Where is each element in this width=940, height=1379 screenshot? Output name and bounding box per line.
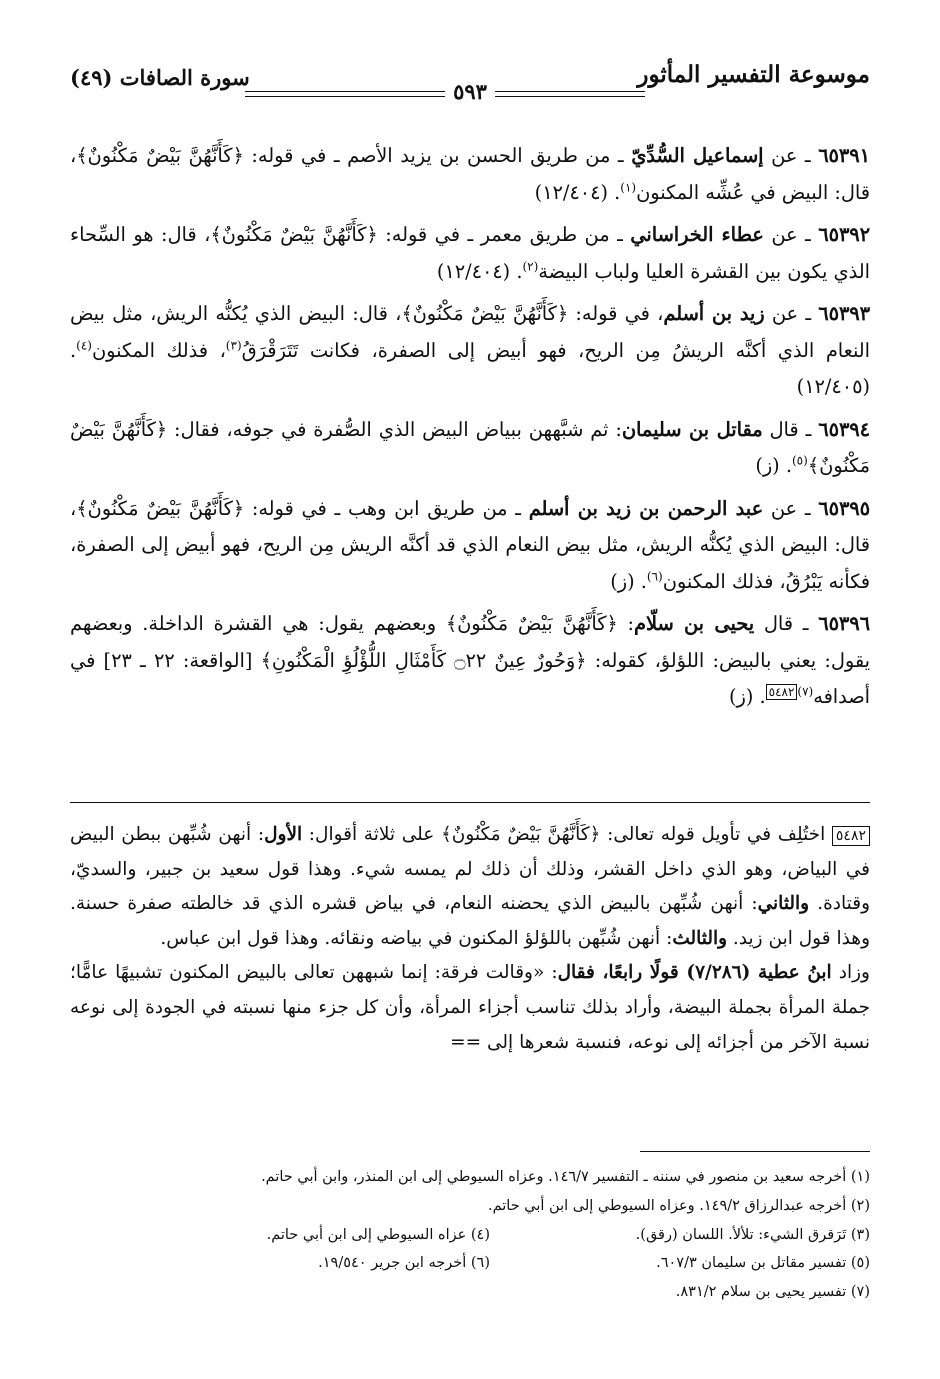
narration-text: وبعضهم يقول: هي القشرة الداخلة. وبعضهم يقول: يعني بالبيض: اللؤلؤ، كقوله: bbox=[70, 612, 870, 672]
narration-text: ، فذلك المكنون bbox=[91, 338, 226, 362]
narration-text: ، قال: البيض الذي يُكنُّه الريش، مثل بيض النعام الذي قد أكنَّه الريش مِن الريح، فهو أبيض إلى الصفرة، فكأنه يَبْرُقُ، فذلك المكنون bbox=[70, 496, 870, 593]
commentary-text: : أنهن شُبِّهن بالبيض الذي يحضنه النعام، في بياض قشره الذي قد خالطته صفرة حسنة. وهذا قول ابن زيد. bbox=[70, 893, 870, 949]
footnote: (٤) عزاه السيوطي إلى ابن أبي حاتم. bbox=[266, 1226, 490, 1243]
narration-number: ٦٥٣٩٦ bbox=[818, 612, 870, 635]
narration-text: : ثم شبَّههن ببياض البيض الذي الصُّفرة في جوفه، فقال: bbox=[167, 417, 622, 441]
narration-number: ٦٥٣٩٤ bbox=[818, 417, 871, 441]
narration-text: . (١٢/٤٠٤) bbox=[534, 180, 621, 204]
narration-text: ـ من طريق الحسن بن يزيد الأصم ـ في قوله: bbox=[243, 144, 632, 167]
narration-text: ـ عن bbox=[763, 496, 819, 520]
footnote: (٣) تَرَقرق الشيء: تلألأ. اللسان (رقق). bbox=[635, 1226, 870, 1243]
quran-verse: ﴿كَأَنَّهُنَّ بَيْضٌ مَكْنُونٌ﴾ bbox=[76, 496, 245, 520]
narration-entry bbox=[70, 412, 870, 485]
footnote: (٥) تفسير مقاتل بن سليمان ٦٠٧/٣. bbox=[656, 1255, 870, 1272]
scholar-name: ابنُ عطية (٧/٢٨٦) قولًا رابعًا، فقال bbox=[557, 962, 832, 984]
narration-text: ، قال: البيض في عُشِّه المكنون bbox=[70, 144, 870, 204]
footnote-ref: (٢) bbox=[522, 259, 539, 274]
opinion-label: والثاني bbox=[757, 893, 810, 915]
narration-text: ـ عن bbox=[763, 144, 819, 167]
commentary-paragraph bbox=[70, 818, 870, 956]
commentary-text: اختُلِف في تأويل قوله تعالى: bbox=[600, 824, 832, 845]
footnote: (٦) أخرجه ابن جرير ١٩/٥٤٠. bbox=[318, 1255, 490, 1272]
narration-text: ـ من طريق ابن وهب ـ في قوله: bbox=[244, 496, 529, 520]
footnote: (٢) أخرجه عبدالرزاق ١٤٩/٢. وعزاه السيوطي إلى ابن أبي حاتم. bbox=[488, 1197, 870, 1214]
narration-text: ـ عن bbox=[763, 223, 819, 246]
footnotes bbox=[70, 1163, 870, 1307]
narration-text: ، قال: البيض الذي يُكنُّه الريش، مثل بيض النعام الذي أكنَّه الريشُ مِن الريح، فهو أبيض إلى الصفرة، فكانت تَتَرَقْرَقُ bbox=[70, 302, 870, 362]
page-header bbox=[70, 55, 870, 105]
footnote: (١) أخرجه سعيد بن منصور في سننه ـ التفسير ١٤٦/٧. وعزاه السيوطي إلى ابن المنذر، وابن أبي حاتم. bbox=[261, 1169, 870, 1185]
footnote: (٧) تفسير يحيى بن سلام ٨٣١/٢. bbox=[675, 1284, 870, 1301]
footnote-ref: (٦) bbox=[646, 569, 663, 584]
book-title: موسوعة التفسير المأثور bbox=[637, 61, 870, 88]
narration-number: ٦٥٣٩١ bbox=[818, 144, 870, 167]
quran-verse: ﴿وَحُورٌ عِينٌ ۝٢٢ كَأَمْثَالِ اللُّؤْلُؤِ الْمَكْنُونِ﴾ bbox=[260, 648, 587, 672]
footnote-ref: (٧) bbox=[797, 684, 814, 699]
page-number: ٥٩٣ bbox=[445, 79, 495, 104]
footnote-ref: (٣) bbox=[225, 338, 242, 353]
narration-entry bbox=[70, 296, 870, 406]
commentary bbox=[70, 818, 870, 1060]
narration-text: : bbox=[617, 612, 634, 635]
quran-verse: ﴿كَأَنَّهُنَّ بَيْضٌ مَكْنُونٌ﴾ bbox=[70, 417, 870, 477]
narration-text: ـ قال bbox=[762, 417, 819, 441]
narrator-name: زيد بن أسلم bbox=[663, 302, 765, 325]
narration-text: . (ز) bbox=[610, 569, 647, 593]
surah-title: سورة الصافات (٤٩) bbox=[70, 65, 250, 90]
footnote-row bbox=[70, 1221, 870, 1250]
commentary-paragraph bbox=[70, 956, 870, 1060]
narrations bbox=[70, 138, 870, 722]
narration-text: ـ عن bbox=[764, 302, 819, 325]
commentary-text: وزاد bbox=[831, 962, 870, 984]
narration-number: ٦٥٣٩٣ bbox=[818, 302, 871, 325]
quran-verse: ﴿كَأَنَّهُنَّ بَيْضٌ مَكْنُونٌ﴾ bbox=[445, 612, 618, 635]
narration-entry bbox=[70, 217, 870, 290]
footnote-row bbox=[70, 1249, 870, 1278]
narrator-name: عطاء الخراساني bbox=[630, 223, 764, 246]
narration-text: ـ من طريق معمر ـ في قوله: bbox=[377, 223, 631, 246]
commentary-text: على ثلاثة أقوال: bbox=[302, 824, 441, 845]
commentary-ref-tag: ٥٤٨٢ bbox=[766, 684, 798, 700]
quran-verse: ﴿كَأَنَّهُنَّ بَيْضٌ مَكْنُونٌ﴾ bbox=[210, 223, 378, 246]
narration-text: . (١٢/٤٠٤) bbox=[436, 259, 523, 283]
narration-text: ، قال: هو السِّحاء الذي يكون بين القشرة العليا ولباب البيضة bbox=[70, 223, 870, 283]
quran-verse: ﴿كَأَنَّهُنَّ بَيْضٌ مَكْنُونٌ﴾ bbox=[401, 302, 569, 325]
commentary-text: : أنهن شُبِّهن باللؤلؤ المكنون في بياضه ونقائه. وهذا قول ابن عباس. bbox=[160, 927, 673, 949]
narration-text: . (١٢/٤٠٥) bbox=[70, 338, 870, 398]
narrator-name: عبد الرحمن بن زيد بن أسلم bbox=[528, 496, 764, 520]
footnote-ref: (١) bbox=[620, 180, 637, 195]
narration-number: ٦٥٣٩٢ bbox=[818, 223, 871, 246]
footnote-separator bbox=[640, 1151, 870, 1152]
footnote-ref: (٤) bbox=[76, 338, 92, 353]
opinion-label: الأول bbox=[264, 824, 303, 845]
commentary-text: : «وقالت فرقة: إنما شبههن تعالى بالبيض المكنون تشبيهًا عامًّا؛ جملة المرأة بجملة البيضة، وأراد بذلك تناسب أجزاء المرأة، وأن كل جزء منها نسبته في الجودة إلى نوعه نسبة الآخر من أجزائه إلى نوعه، فنسبة شعرها إلى == bbox=[70, 962, 870, 1053]
narration-text: [الواقعة: ٢٢ ـ ٢٣] في أصدافه bbox=[70, 648, 870, 708]
narration-text: ، في قوله: bbox=[568, 302, 664, 325]
narration-text: . (ز) bbox=[755, 454, 792, 477]
commentary-number-box: ٥٤٨٢ bbox=[832, 826, 870, 846]
narration-entry bbox=[70, 138, 870, 211]
narrator-name: يحيى بن سلّام bbox=[634, 612, 755, 635]
commentary-text: : أنهن شُبِّهن ببطن البيض في البياض، وهو الذي داخل القشر، وذلك أن ذلك لم يمسه شيء. وهذا قول سعيد بن جبير، والسديّ، وقتادة. bbox=[70, 824, 870, 915]
narration-entry bbox=[70, 491, 870, 601]
narration-text: . (ز) bbox=[729, 685, 766, 708]
narrator-name: إسماعيل السُّدِّيّ bbox=[631, 144, 764, 167]
quran-verse: ﴿كَأَنَّهُنَّ بَيْضٌ مَكْنُونٌ﴾ bbox=[440, 824, 601, 845]
quran-verse: ﴿كَأَنَّهُنَّ بَيْضٌ مَكْنُونٌ﴾ bbox=[76, 144, 244, 167]
opinion-label: والثالث bbox=[672, 927, 728, 949]
narration-number: ٦٥٣٩٥ bbox=[818, 496, 871, 520]
footnote-ref: (٥) bbox=[791, 453, 808, 468]
commentary-separator bbox=[70, 802, 870, 803]
narration-entry bbox=[70, 606, 870, 716]
narrator-name: مقاتل بن سليمان bbox=[621, 417, 763, 441]
narration-text: ـ قال bbox=[754, 612, 819, 635]
